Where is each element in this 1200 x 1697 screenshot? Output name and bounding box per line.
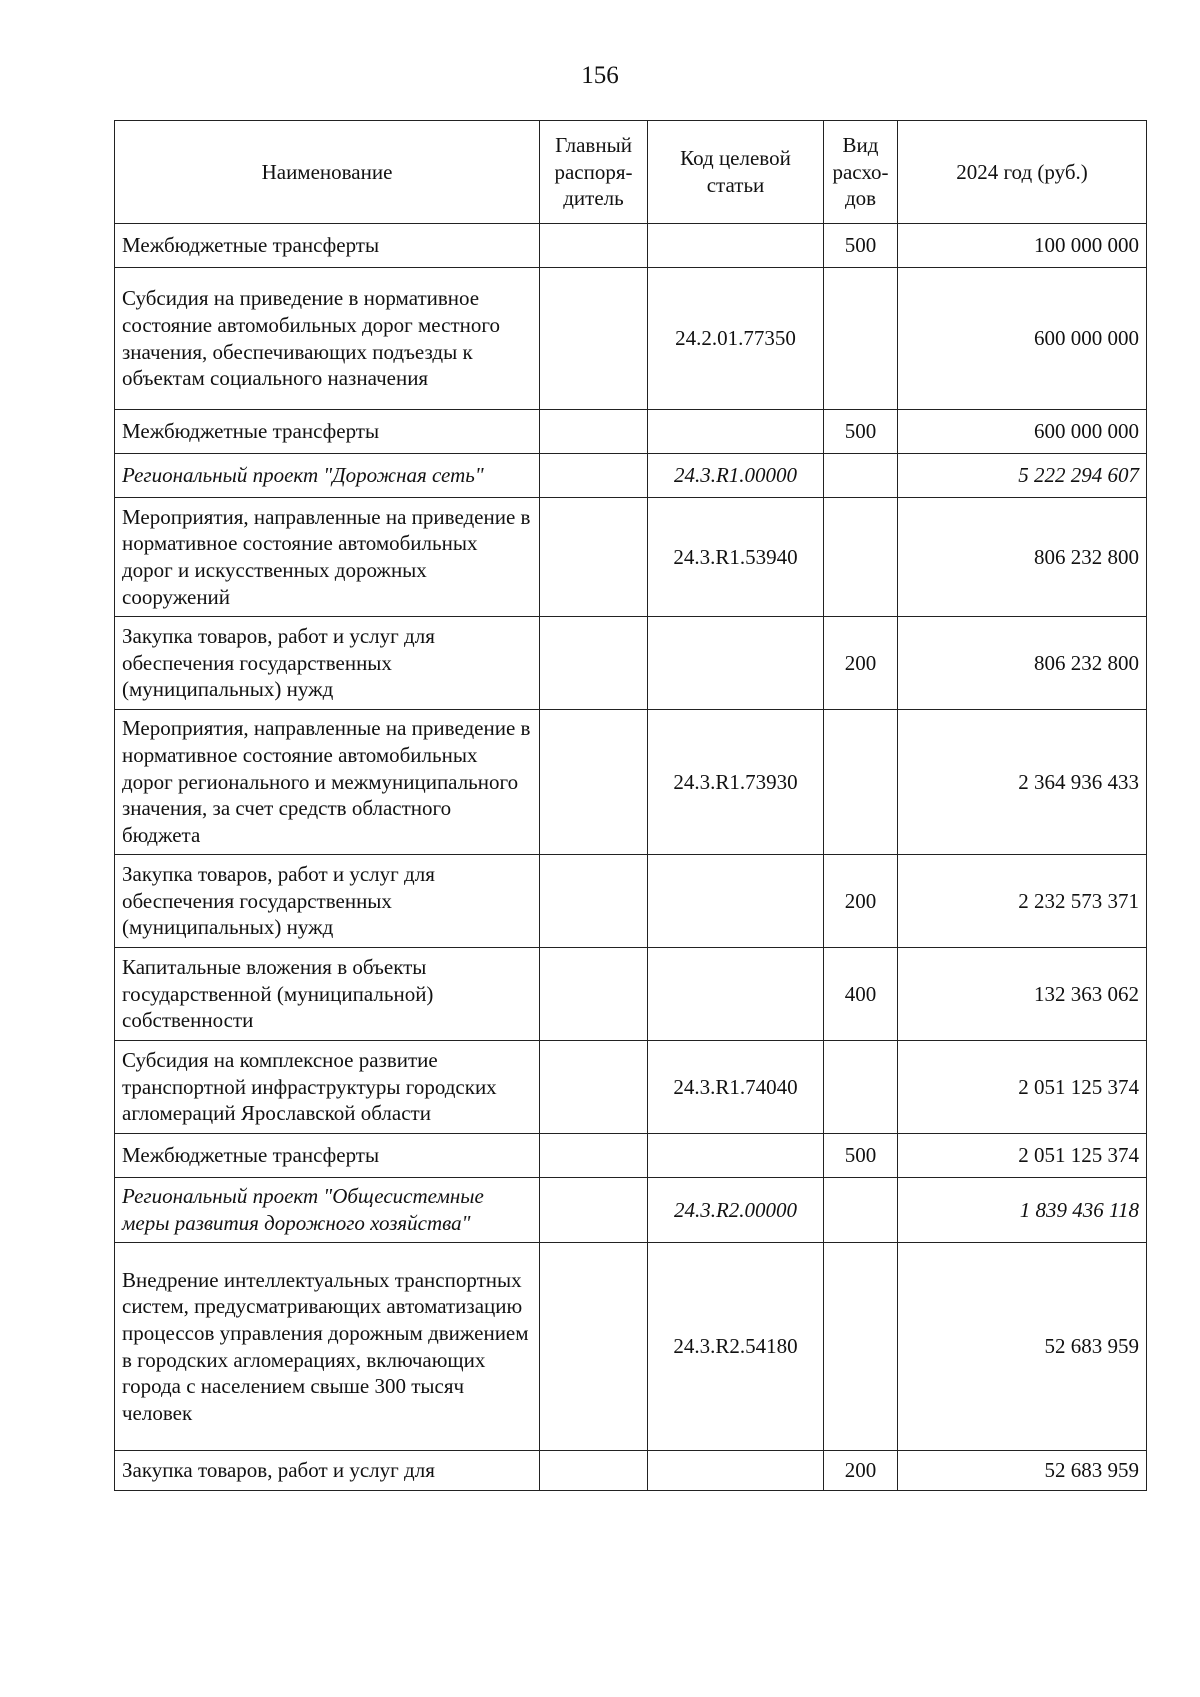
cell-manager: [540, 1178, 648, 1243]
table-header-row: [115, 121, 1147, 224]
table-row: [115, 1451, 1147, 1491]
cell-kind: [824, 268, 898, 410]
table-row: [115, 617, 1147, 710]
header-name: Наименование: [115, 121, 540, 224]
cell-amount: 600 000 000: [898, 410, 1147, 454]
header-manager: Главный распоря-дитель: [540, 121, 648, 224]
cell-name: Капитальные вложения в объекты государственной (муниципальной) собственности: [115, 948, 540, 1041]
cell-amount: 806 232 800: [898, 498, 1147, 617]
cell-name: Закупка товаров, работ и услуг для обеспечения государственных (муниципальных) нужд: [115, 855, 540, 948]
table-row: [115, 1134, 1147, 1178]
cell-manager: [540, 855, 648, 948]
cell-manager: [540, 410, 648, 454]
table-row: [115, 1041, 1147, 1134]
cell-name: Межбюджетные трансферты: [115, 224, 540, 268]
header-code: Код целевой статьи: [648, 121, 824, 224]
cell-name: Закупка товаров, работ и услуг для обеспечения государственных (муниципальных) нужд: [115, 617, 540, 710]
table-row: [115, 268, 1147, 410]
table-row: [115, 1178, 1147, 1243]
cell-amount: 5 222 294 607: [898, 454, 1147, 498]
cell-code: 24.2.01.77350: [648, 268, 824, 410]
cell-manager: [540, 1451, 648, 1491]
cell-kind: 500: [824, 1134, 898, 1178]
cell-code: [648, 224, 824, 268]
cell-manager: [540, 1243, 648, 1451]
header-amount: 2024 год (руб.): [898, 121, 1147, 224]
cell-name: Субсидия на приведение в нормативное состояние автомобильных дорог местного значения, обеспечивающих подъезды к объектам социального назначения: [115, 268, 540, 410]
cell-code: [648, 1134, 824, 1178]
page-number: 156: [581, 62, 619, 89]
cell-amount: 600 000 000: [898, 268, 1147, 410]
cell-code: 24.3.R1.53940: [648, 498, 824, 617]
table-body: [115, 224, 1147, 1491]
cell-amount: 100 000 000: [898, 224, 1147, 268]
cell-name: Внедрение интеллектуальных транспортных систем, предусматривающих автоматизацию процессов управления дорожным движением в городских агломерациях, включающих города с населением свыше 300 тысяч человек: [115, 1243, 540, 1451]
cell-name: Межбюджетные трансферты: [115, 1134, 540, 1178]
table-row: [115, 855, 1147, 948]
cell-kind: [824, 1178, 898, 1243]
cell-code: 24.3.R1.00000: [648, 454, 824, 498]
cell-code: [648, 948, 824, 1041]
cell-code: 24.3.R2.00000: [648, 1178, 824, 1243]
cell-kind: 500: [824, 410, 898, 454]
cell-name: Региональный проект "Дорожная сеть": [115, 454, 540, 498]
cell-code: [648, 410, 824, 454]
cell-manager: [540, 1134, 648, 1178]
cell-name: Закупка товаров, работ и услуг для: [115, 1451, 540, 1491]
cell-kind: 200: [824, 617, 898, 710]
cell-kind: [824, 1243, 898, 1451]
cell-kind: 200: [824, 1451, 898, 1491]
cell-name: Межбюджетные трансферты: [115, 410, 540, 454]
cell-code: 24.3.R2.54180: [648, 1243, 824, 1451]
cell-amount: 806 232 800: [898, 617, 1147, 710]
cell-manager: [540, 617, 648, 710]
cell-code: 24.3.R1.74040: [648, 1041, 824, 1134]
cell-manager: [540, 710, 648, 855]
cell-manager: [540, 948, 648, 1041]
cell-kind: [824, 1041, 898, 1134]
cell-amount: 52 683 959: [898, 1243, 1147, 1451]
cell-code: 24.3.R1.73930: [648, 710, 824, 855]
cell-amount: 52 683 959: [898, 1451, 1147, 1491]
cell-code: [648, 855, 824, 948]
cell-manager: [540, 1041, 648, 1134]
cell-kind: [824, 454, 898, 498]
cell-kind: 200: [824, 855, 898, 948]
table-row: [115, 410, 1147, 454]
cell-kind: [824, 710, 898, 855]
cell-name: Мероприятия, направленные на приведение в нормативное состояние автомобильных дорог и искусственных дорожных сооружений: [115, 498, 540, 617]
cell-manager: [540, 224, 648, 268]
table-row: [115, 948, 1147, 1041]
cell-manager: [540, 454, 648, 498]
cell-name: Субсидия на комплексное развитие транспортной инфраструктуры городских агломераций Ярославской области: [115, 1041, 540, 1134]
cell-kind: 500: [824, 224, 898, 268]
cell-amount: 2 051 125 374: [898, 1041, 1147, 1134]
table-row: [115, 1243, 1147, 1451]
table-row: [115, 454, 1147, 498]
cell-manager: [540, 498, 648, 617]
cell-amount: 1 839 436 118: [898, 1178, 1147, 1243]
cell-kind: 400: [824, 948, 898, 1041]
cell-amount: 132 363 062: [898, 948, 1147, 1041]
cell-code: [648, 617, 824, 710]
cell-manager: [540, 268, 648, 410]
cell-amount: 2 232 573 371: [898, 855, 1147, 948]
cell-amount: 2 364 936 433: [898, 710, 1147, 855]
cell-code: [648, 1451, 824, 1491]
cell-name: Региональный проект "Общесистемные меры развития дорожного хозяйства": [115, 1178, 540, 1243]
cell-name: Мероприятия, направленные на приведение в нормативное состояние автомобильных дорог регионального и межмуниципального значения, за счет средств областного бюджета: [115, 710, 540, 855]
table-row: [115, 498, 1147, 617]
header-kind: Вид расхо-дов: [824, 121, 898, 224]
cell-kind: [824, 498, 898, 617]
table-row: [115, 224, 1147, 268]
budget-table: [114, 120, 1147, 1491]
cell-amount: 2 051 125 374: [898, 1134, 1147, 1178]
table-row: [115, 710, 1147, 855]
